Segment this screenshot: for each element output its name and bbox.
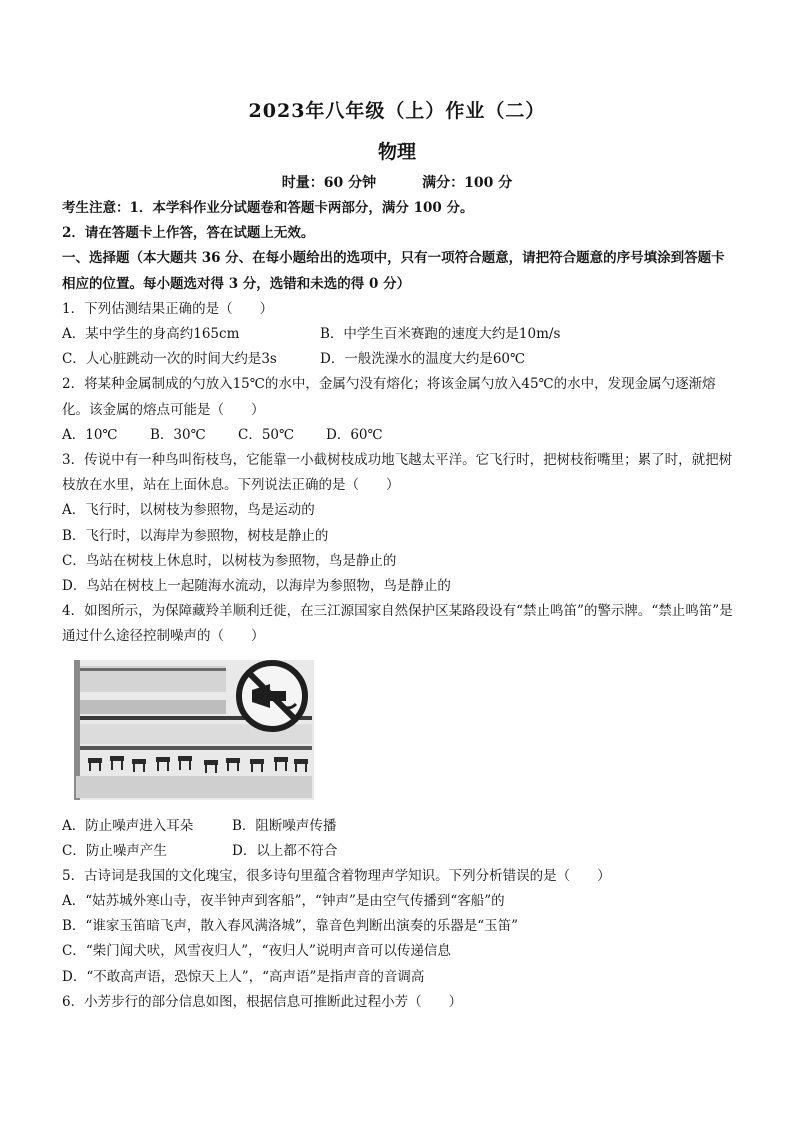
option-c: C．防止噪声产生 (62, 842, 167, 859)
question-1-options-row-1 (62, 322, 738, 347)
section-heading: 一、选择题（本大题共 36 分、在每小题给出的选项中，只有一项符合题意，请把符合题意的序号填涂到答题卡相应的位置。每小题选对得 3 分，选错和未选的得 0 分） (62, 250, 725, 292)
option-d: D．以上都不符合 (232, 842, 338, 859)
exam-body (62, 196, 738, 1015)
time-limit: 时量：60 分钟 (281, 175, 377, 191)
question-6-stem: 6．小芳步行的部分信息如图，根据信息可推断此过程小芳（ ） (62, 993, 463, 1010)
option-c: C．鸟站在树枝上休息时，以树枝为参照物，鸟是静止的 (62, 552, 397, 569)
notice-line-2: 2．请在答题卡上作答，答在试题上无效。 (62, 225, 315, 242)
option-d: D．“不敢高声语，恐惊天上人”，“高声语”是指声音的音调高 (62, 968, 425, 985)
question-2-options (62, 423, 738, 448)
question-4-options-row-1 (62, 814, 738, 839)
option-b: B．阻断噪声传播 (232, 817, 337, 834)
option-b: B．中学生百米赛跑的速度大约是10m/s (320, 325, 561, 342)
option-d: D．60℃ (326, 426, 383, 443)
option-c: C．人心脏跳动一次的时间大约是3s (62, 351, 277, 368)
option-b: B．飞行时，以海岸为参照物，树枝是静止的 (62, 527, 329, 544)
exam-title: 2023年八年级（上）作业（二） (248, 100, 546, 122)
question-4-options-row-2 (62, 839, 738, 864)
option-c: C．50℃ (238, 426, 295, 443)
option-a: A．某中学生的身高约165cm (62, 325, 240, 342)
option-b: B．“谁家玉笛暗飞声，散入春风满洛城”，靠音色判断出演奏的乐器是“玉笛” (62, 918, 519, 935)
option-d: D．鸟站在树枝上一起随海水流动，以海岸为参照物，鸟是静止的 (62, 577, 451, 594)
question-3-stem: 3．传说中有一种鸟叫衔枝鸟，它能靠一小截树枝成功地飞越太平洋。它飞行时，把树枝衔嘴里；累了时，就把树枝放在水里，站在上面休息。下列说法正确的是（ ） (62, 451, 733, 494)
subject-title: 物理 (377, 141, 416, 163)
option-a: A．飞行时，以树枝为参照物，鸟是运动的 (62, 502, 315, 519)
question-5-stem: 5．古诗词是我国的文化瑰宝，很多诗句里蕴含着物理声学知识。下列分析错误的是（ ） (62, 867, 611, 884)
notice-line-1: 考生注意：1．本学科作业分试题卷和答题卡两部分，满分 100 分。 (62, 200, 474, 216)
question-2-stem: 2．将某种金属制成的勺放入15℃的水中，金属勺没有熔化；将该金属勺放入45℃的水中，发现金属勺逐渐熔化。该金属的熔点可能是（ ） (62, 376, 716, 418)
question-1-stem: 1．下列估测结果正确的是（ ） (62, 300, 274, 317)
option-a: A．10℃ (62, 426, 118, 443)
option-a: A．防止噪声进入耳朵 (62, 817, 194, 834)
exam-meta (0, 172, 794, 192)
question-4-stem: 4．如图所示，为保障藏羚羊顺利迁徙，在三江源国家自然保护区某路段设有“禁止鸣笛”的警示牌。“禁止鸣笛”是通过什么途径控制噪声的（ ） (62, 603, 733, 645)
option-d: D．一般洗澡水的温度大约是60℃ (320, 351, 526, 368)
question-1-options-row-2 (62, 347, 738, 372)
option-a: A．“姑苏城外寒山寺，夜半钟声到客船”，“钟声”是由空气传播到“客船”的 (62, 893, 505, 910)
no-honking-sign (239, 663, 305, 729)
photo-illustration (74, 660, 314, 800)
no-honking-sign-photo (74, 660, 314, 800)
option-c: C．“柴门闻犬吠，风雪夜归人”，“夜归人”说明声音可以传递信息 (62, 943, 451, 960)
option-b: B．30℃ (150, 426, 206, 443)
full-score: 满分：100 分 (422, 175, 513, 191)
